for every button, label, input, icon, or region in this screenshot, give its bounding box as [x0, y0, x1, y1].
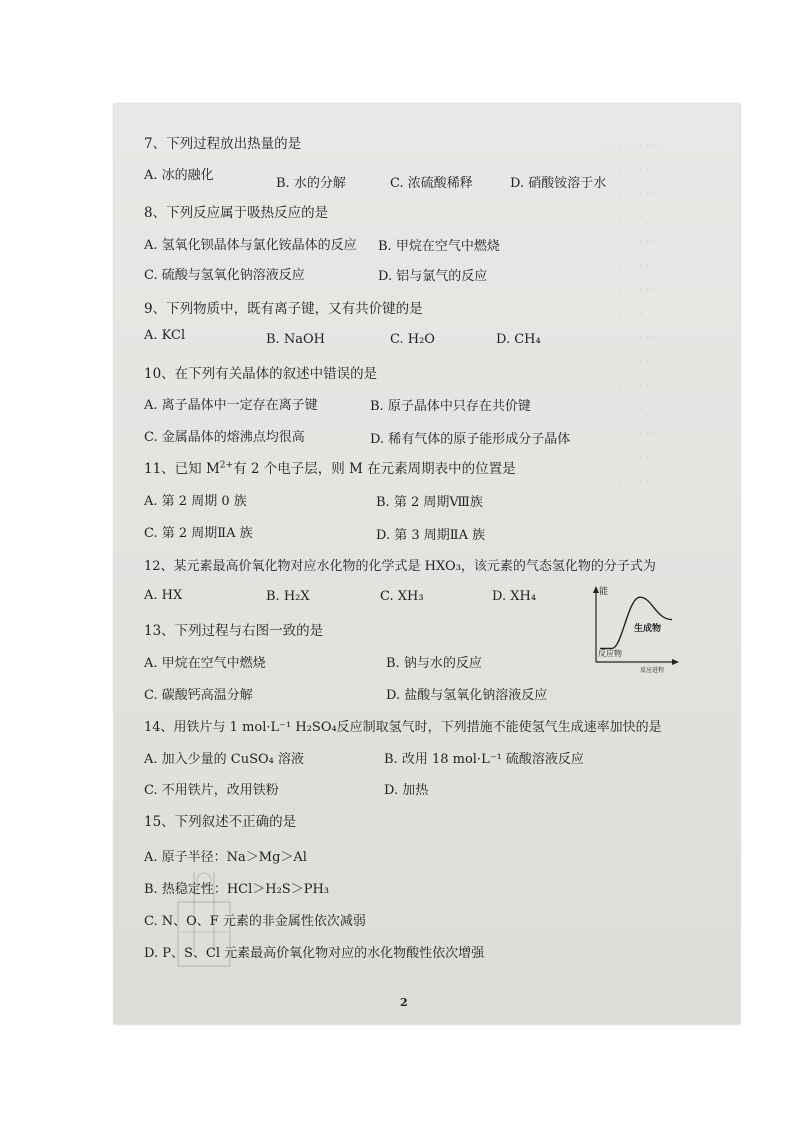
- question-10-option-b: B. 原子晶体中只存在共价键: [370, 399, 531, 414]
- question-10-option-d: D. 稀有气体的原子能形成分子晶体: [370, 432, 571, 447]
- question-11-option-b: B. 第 2 周期Ⅷ族: [376, 495, 483, 510]
- question-14-option-a: A. 加入少量的 CuSO₄ 溶液: [144, 752, 305, 767]
- question-11-stem: 11、已知 $M^{2+}$有 2 个电子层，则 M 在元素周期表中的位置是: [144, 460, 516, 477]
- energy-curve: [600, 597, 672, 648]
- energy-diagram: [588, 584, 680, 674]
- question-7-option-d: D. 硝酸铵溶于水: [510, 176, 607, 191]
- question-13-stem: 13、下列过程与右图一致的是: [144, 623, 324, 639]
- question-10-option-c: C. 金属晶体的熔沸点均很高: [144, 430, 305, 445]
- question-8-option-a: A. 氢氧化钡晶体与氯化铵晶体的反应: [144, 238, 357, 253]
- question-10-stem: 10、在下列有关晶体的叙述中错误的是: [144, 366, 378, 382]
- question-7-option-b: B. 水的分解: [276, 176, 346, 191]
- reactant-label: 反应物: [598, 649, 622, 658]
- question-14-stem: 14、用铁片与 1 mol·L⁻¹ H₂SO₄反应制取氢气时，下列措施不能使氢气生成速率加快的是: [144, 720, 662, 735]
- question-15-option-d: D. P、S、Cl 元素最高价氧化物对应的水化物酸性依次增强: [144, 946, 485, 961]
- question-8-option-c: C. 硫酸与氢氧化钠溶液反应: [144, 268, 305, 283]
- question-11-option-c: C. 第 2 周期ⅡA 族: [144, 526, 253, 541]
- question-8-option-d: D. 铝与氯气的反应: [378, 269, 488, 284]
- page-number: 2: [400, 996, 408, 1009]
- question-14-option-b: B. 改用 18 mol·L⁻¹ 硫酸溶液反应: [384, 752, 584, 767]
- question-8-stem: 8、下列反应属于吸热反应的是: [144, 205, 329, 221]
- question-9-option-a: A. KCl: [144, 328, 186, 343]
- question-8-option-b: B. 甲烷在空气中燃烧: [378, 239, 500, 254]
- product-label: 生成物: [634, 624, 662, 634]
- question-11-option-a: A. 第 2 周期 0 族: [144, 494, 247, 509]
- question-15-option-a: A. 原子半径：Na＞Mg＞Al: [144, 850, 307, 865]
- question-12-option-d: D. XH₄: [492, 589, 537, 604]
- question-13-option-d: D. 盐酸与氢氧化钠溶液反应: [386, 688, 548, 703]
- question-9-stem: 9、下列物质中，既有离子键，又有共价键的是: [144, 301, 423, 317]
- question-7-stem: 7、下列过程放出热量的是: [144, 136, 302, 152]
- question-12-option-b: B. H₂X: [266, 589, 310, 604]
- question-13-option-b: B. 钠与水的反应: [386, 656, 482, 671]
- energy-axis-label: 能: [599, 587, 609, 597]
- exam-page: [114, 104, 740, 1024]
- question-12-option-c: C. XH₃: [380, 589, 424, 604]
- question-11-option-d: D. 第 3 周期ⅡA 族: [376, 528, 486, 543]
- progress-axis-arrow: [672, 659, 679, 665]
- question-12-stem: 12、某元素最高价氧化物对应水化物的化学式是 HXO₃，该元素的气态氢化物的分子式为: [144, 559, 656, 574]
- question-13-option-a: A. 甲烷在空气中燃烧: [144, 656, 266, 671]
- reaction-progress-label: 反应进程: [640, 667, 665, 674]
- question-9-option-d: D. CH₄: [496, 332, 541, 347]
- bleed-through-text: · · · · · · · · · · · · · · · · · · · · · · · · · · · · · · · · · · · · · · · · · · · · · · · · · · · · · · · · · · · · · · · · · · · · · · · · · · · · · · · · · · · · · · · · · · · · · · · · · · · · · · · · · · · · · · · · · ·: [604, 139, 664, 488]
- question-14-option-d: D. 加热: [384, 783, 429, 798]
- question-12-option-a: A. HX: [144, 588, 183, 603]
- question-14-option-c: C. 不用铁片，改用铁粉: [144, 783, 279, 798]
- question-13-option-c: C. 碳酸钙高温分解: [144, 688, 253, 703]
- question-10-option-a: A. 离子晶体中一定存在离子键: [144, 398, 318, 413]
- faint-apparatus-sketch: [164, 862, 244, 972]
- question-9-option-c: C. H₂O: [390, 332, 435, 347]
- question-15-option-b: B. 热稳定性：HCl＞H₂S＞PH₃: [144, 882, 330, 897]
- question-7-option-c: C. 浓硫酸稀释: [390, 176, 473, 191]
- question-7-option-a: A. 冰的融化: [144, 168, 214, 183]
- question-15-stem: 15、下列叙述不正确的是: [144, 814, 297, 830]
- question-9-option-b: B. NaOH: [266, 332, 325, 347]
- question-15-option-c: C. N、O、F 元素的非金属性依次减弱: [144, 914, 366, 929]
